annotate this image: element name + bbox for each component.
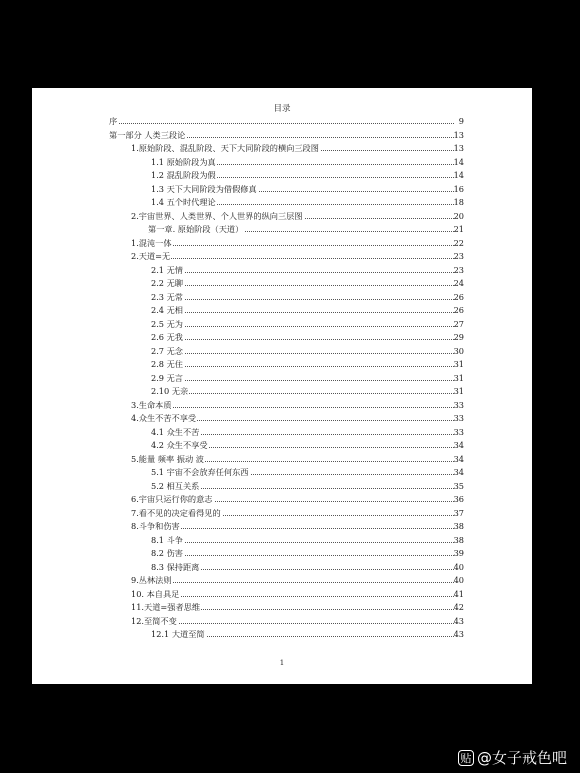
toc-entry [151, 535, 464, 546]
toc-entry-label: 6.宇宙只运行你的意志 [131, 494, 213, 504]
toc-entry-label: 8.1 斗争 [151, 534, 183, 545]
toc-entry [151, 265, 464, 276]
toc-entry [151, 332, 464, 343]
toc-entry-page: 43 [453, 629, 464, 639]
toc-entry-page: 26 [453, 305, 464, 315]
toc-entry-page: 14 [453, 156, 464, 167]
toc-entry-page: 33 [453, 399, 464, 410]
toc-entry-label: 5.1 宇宙不会放弃任何东西 [151, 467, 249, 477]
toc-entry-label: 2.1 无情 [151, 264, 183, 275]
toc-entry-label: 2.2 无聊 [151, 278, 183, 288]
toc-entry-label: 5.能量 频率 振动 波 [131, 453, 204, 464]
toc-entry-page: 31 [453, 386, 464, 396]
toc-entry-label: 4.1 众生不苦 [151, 426, 200, 437]
toc-leader-dots [151, 366, 454, 367]
toc-entry-label: 2.10 无亲 [151, 386, 189, 396]
toc-entry-page: 30 [453, 345, 464, 356]
toc-entry-label: 7.看不见的决定看得见的 [131, 507, 221, 518]
toc-entry [151, 170, 464, 181]
toc-entry-label: 2.7 无念 [151, 345, 183, 356]
toc-entry-label: 2.9 无言 [151, 372, 183, 383]
toc-entry-label: 2.8 无住 [151, 359, 183, 369]
toc-entry-page: 22 [453, 237, 464, 248]
toc-entry-label: 2.3 无常 [151, 291, 183, 302]
toc-entry-page: 27 [453, 318, 464, 329]
toc-entry-page: 34 [453, 467, 464, 477]
toc-entry [131, 575, 464, 586]
toc-leader-dots [151, 299, 454, 300]
toc-leader-dots [151, 285, 454, 286]
toc-leader-dots [151, 312, 454, 313]
watermark [458, 747, 567, 768]
toc-entry [151, 359, 464, 370]
toc-entry-label: 1.3 天下大同阶段为借假修真 [151, 183, 257, 194]
toc-leader-dots [151, 353, 454, 354]
toc-entry-label: 1.4 五个时代理论 [151, 197, 216, 207]
toc-leader-dots [151, 326, 454, 327]
toc-entry-label: 第一部分 人类三段论 [109, 129, 186, 140]
page-number: 1 [279, 659, 285, 667]
toc-entry-page: 18 [453, 197, 464, 207]
toc-entry-label: 12.至简不变 [131, 615, 177, 626]
toc-entry-label: 3.生命本质 [131, 399, 172, 410]
toc-entry-label: 2.6 无我 [151, 332, 183, 342]
toc-leader-dots [109, 123, 454, 124]
toc-entry-page: 24 [453, 278, 464, 288]
toc-leader-dots [151, 555, 454, 556]
toc-entry [151, 197, 464, 208]
toc-entry [131, 602, 464, 613]
toc-leader-dots [131, 407, 454, 408]
toc-entry-page: 34 [453, 453, 464, 464]
toc-leader-dots [131, 582, 454, 583]
toc-entry-page: 26 [453, 291, 464, 302]
tieba-logo-icon: 贴 [458, 750, 474, 766]
toc-entry-label: 12.1 大道至简 [151, 629, 205, 639]
toc-entry-label: 8.2 伤害 [151, 548, 183, 558]
toc-entry [131, 400, 464, 411]
toc-entry-label: 第一章. 原始阶段（天道） [148, 224, 244, 234]
toc-leader-dots [151, 380, 454, 381]
toc-entry-label: 序 [109, 116, 118, 126]
toc-entry-page: 37 [453, 507, 464, 518]
document-page [32, 88, 532, 684]
toc-entry-page: 9 [458, 116, 464, 126]
toc-entry-page: 14 [453, 170, 464, 180]
toc-entry [131, 508, 464, 519]
toc-entry-page: 38 [453, 534, 464, 545]
toc-entry [151, 440, 464, 451]
toc-entry [131, 251, 464, 262]
toc-title: 目录 [273, 104, 291, 114]
toc-entry [109, 116, 464, 127]
toc-entry-page: 40 [453, 561, 464, 572]
toc-entry-page: 34 [453, 440, 464, 450]
toc-entry-label: 1.2 混乱阶段为假 [151, 170, 216, 180]
toc-entry [151, 373, 464, 384]
toc-entry [151, 562, 464, 573]
toc-entry-page: 33 [453, 426, 464, 437]
toc-entry [148, 224, 464, 235]
toc-leader-dots [131, 623, 454, 624]
toc-entry-label: 4.2 众生不享受 [151, 440, 208, 450]
toc-leader-dots [151, 272, 454, 273]
toc-entry-page: 36 [453, 494, 464, 504]
toc-entry [151, 157, 464, 168]
toc-entry-label: 8.3 保持距离 [151, 561, 200, 572]
toc-entry-label: 2.天道=无 [131, 251, 171, 261]
toc-entry-page: 40 [453, 575, 464, 585]
toc-entry [131, 454, 464, 465]
toc-leader-dots [151, 393, 454, 394]
toc-leader-dots [151, 339, 454, 340]
toc-entry-page: 31 [453, 359, 464, 369]
toc-entry [131, 211, 464, 222]
toc-entry [131, 494, 464, 505]
toc-entry-page: 31 [453, 372, 464, 383]
toc-entry-page: 23 [453, 264, 464, 275]
toc-entry [151, 548, 464, 559]
toc-leader-dots [131, 245, 454, 246]
toc-entry-label: 10. 本自具足 [131, 588, 180, 599]
toc-entry-page: 39 [453, 548, 464, 558]
toc-entry-page: 13 [453, 129, 464, 140]
toc-entry-page: 41 [453, 588, 464, 599]
toc-entry-page: 13 [453, 143, 464, 153]
toc-entry-label: 4.众生不苦不享受 [131, 413, 197, 423]
toc-entry [151, 386, 464, 397]
toc-entry-label: 9.丛林法则 [131, 575, 172, 585]
toc-entry [151, 305, 464, 316]
toc-entry [131, 143, 464, 154]
toc-entry-page: 42 [453, 602, 464, 612]
toc-entry [151, 481, 464, 492]
toc-entry-page: 23 [453, 251, 464, 261]
toc-entry [151, 292, 464, 303]
toc-entry [151, 184, 464, 195]
toc-entry-label: 2.5 无为 [151, 318, 183, 329]
toc-entry-label: 1.混沌一体 [131, 237, 172, 248]
toc-entry [131, 521, 464, 532]
toc-entry [131, 238, 464, 249]
toc-entry [131, 589, 464, 600]
toc-entry-page: 20 [453, 210, 464, 221]
toc-entry [151, 319, 464, 330]
toc-entry-label: 11.天道=强者思维 [131, 602, 201, 612]
toc-entry-label: 2.宇宙世界、人类世界、个人世界的纵向三层图 [131, 210, 303, 221]
toc-entry [151, 467, 464, 478]
toc-entry-label: 5.2 相互关系 [151, 480, 200, 491]
toc-entry [151, 346, 464, 357]
toc-entry-label: 1.1 原始阶段为真 [151, 156, 216, 167]
toc-entry-page: 35 [453, 480, 464, 491]
toc-leader-dots [131, 258, 454, 259]
toc-entry [151, 427, 464, 438]
toc-entry-page: 16 [453, 183, 464, 194]
toc-entry-label: 1.原始阶段、混乱阶段、天下大同阶段的横向三段图 [131, 143, 319, 153]
toc-entry-page: 33 [453, 413, 464, 423]
toc-entry-page: 38 [453, 521, 464, 531]
toc-entry [109, 130, 464, 141]
toc-entry [151, 629, 464, 640]
toc-entry-label: 8.斗争和伤害 [131, 521, 180, 531]
toc-entry-page: 43 [453, 615, 464, 626]
toc-entry-page: 29 [453, 332, 464, 342]
toc-entry [131, 413, 464, 424]
toc-entry [131, 616, 464, 627]
toc-entry-page: 21 [453, 224, 464, 234]
toc-entry [151, 278, 464, 289]
watermark-text: @女子戒色吧 [477, 749, 568, 767]
toc-entry-label: 2.4 无相 [151, 305, 183, 315]
toc-leader-dots [151, 542, 454, 543]
